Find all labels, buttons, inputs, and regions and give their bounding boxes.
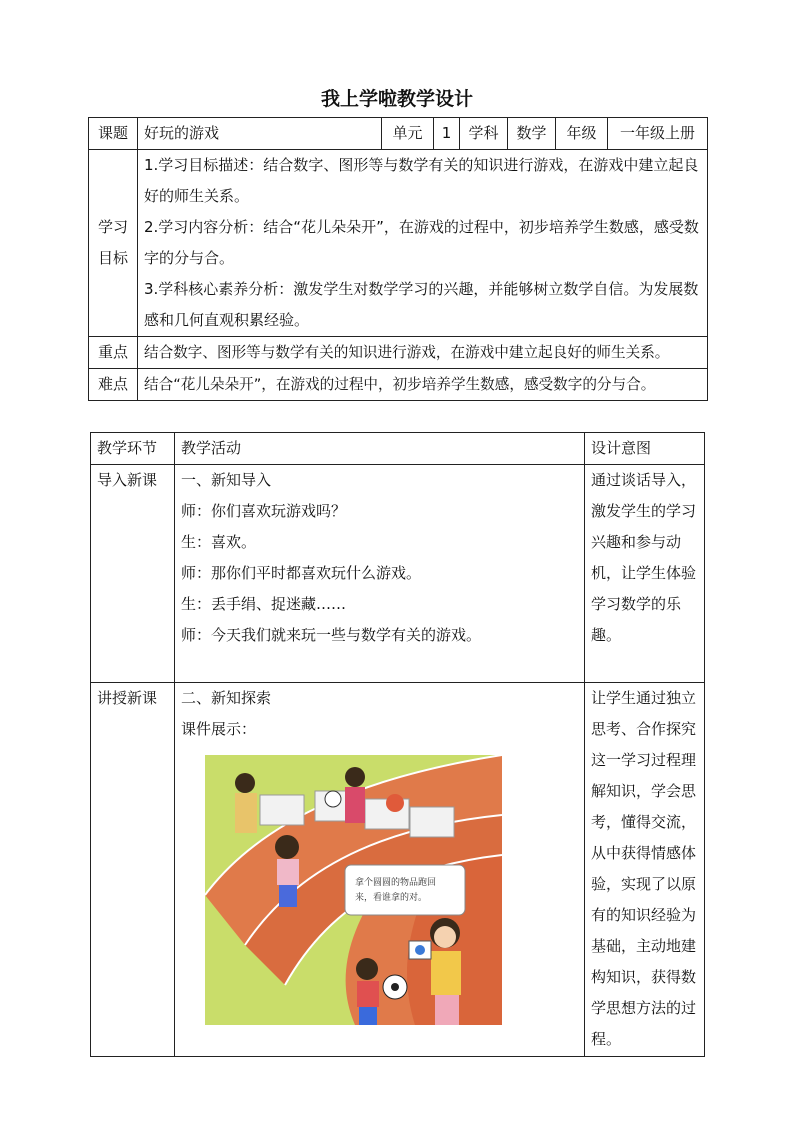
objectives-label-line2: 目标: [97, 249, 128, 267]
unit-value: 1: [434, 118, 460, 150]
unit-label: 单元: [382, 118, 434, 150]
activity-line: 二、新知探索: [181, 689, 272, 707]
activity-line: 一、新知导入: [181, 471, 272, 489]
key-point-text: 结合数字、图形等与数学有关的知识进行游戏，在游戏中建立起良好的师生关系。: [138, 337, 708, 369]
activity-line: 课件展示：: [181, 720, 257, 738]
difficulty-label: 难点: [89, 369, 138, 401]
objectives-label-line1: 学习: [97, 218, 128, 236]
objective-item: 1.学习目标描述：结合数字、图形等与数学有关的知识进行游戏，在游戏中建立起良好的师生关系。: [144, 156, 699, 205]
objectives-label: [89, 150, 138, 337]
activity-line: 师：今天我们就来玩一些与数学有关的游戏。: [181, 626, 482, 644]
objectives-content: [138, 150, 708, 337]
header-stage: 教学环节: [91, 433, 175, 465]
grade-value: 一年级上册: [608, 118, 708, 150]
stage-cell: 讲授新课: [91, 683, 175, 1057]
activity-cell: [175, 683, 585, 1057]
activity-line: 生：丢手绢、捉迷藏……: [181, 595, 347, 613]
intent-cell: 通过谈话导入，激发学生的学习兴趣和参与动机，让学生体验学习数学的乐趣。: [585, 465, 705, 683]
topic-label: 课题: [89, 118, 138, 150]
intent-cell: 让学生通过独立思考、合作探究这一学习过程理解知识，学会思考，懂得交流，从中获得情感体验，实现了以原有的知识经验为基础，主动地建构知识，获得数学思想方法的过程。: [585, 683, 705, 1057]
activity-cell: [175, 465, 585, 683]
activity-line: 师：那你们平时都喜欢玩什么游戏。: [181, 564, 422, 582]
objective-item: 3.学科核心素养分析：激发学生对数学学习的兴趣，并能够树立数学自信。为发展数感和几何直观积累经验。: [144, 280, 699, 329]
activity-table: [90, 432, 705, 1057]
activity-line: 生：喜欢。: [181, 533, 257, 551]
running-track-illustration: [205, 755, 502, 1025]
document-title: 我上学啦教学设计: [320, 88, 473, 110]
key-point-label: 重点: [89, 337, 138, 369]
activity-line: 师：你们喜欢玩游戏吗？: [181, 502, 347, 520]
header-intent: 设计意图: [585, 433, 705, 465]
lesson-info-table: [88, 117, 708, 401]
grade-label: 年级: [556, 118, 608, 150]
speech-bubble-line1: 拿个圆圆的物品跑回: [355, 878, 437, 888]
difficulty-text: 结合“花儿朵朵开”，在游戏的过程中，初步培养学生数感，感受数字的分与合。: [138, 369, 708, 401]
stage-cell: 导入新课: [91, 465, 175, 683]
speech-bubble-line2: 来，看谁拿的对。: [355, 893, 428, 903]
header-activity: 教学活动: [175, 433, 585, 465]
objective-item: 2.学习内容分析：结合“花儿朵朵开”，在游戏的过程中，初步培养学生数感，感受数字的分与合。: [144, 218, 699, 267]
subject-label: 学科: [460, 118, 508, 150]
topic-value: 好玩的游戏: [138, 118, 382, 150]
classroom-illustration: [205, 755, 502, 1025]
subject-value: 数学: [508, 118, 556, 150]
